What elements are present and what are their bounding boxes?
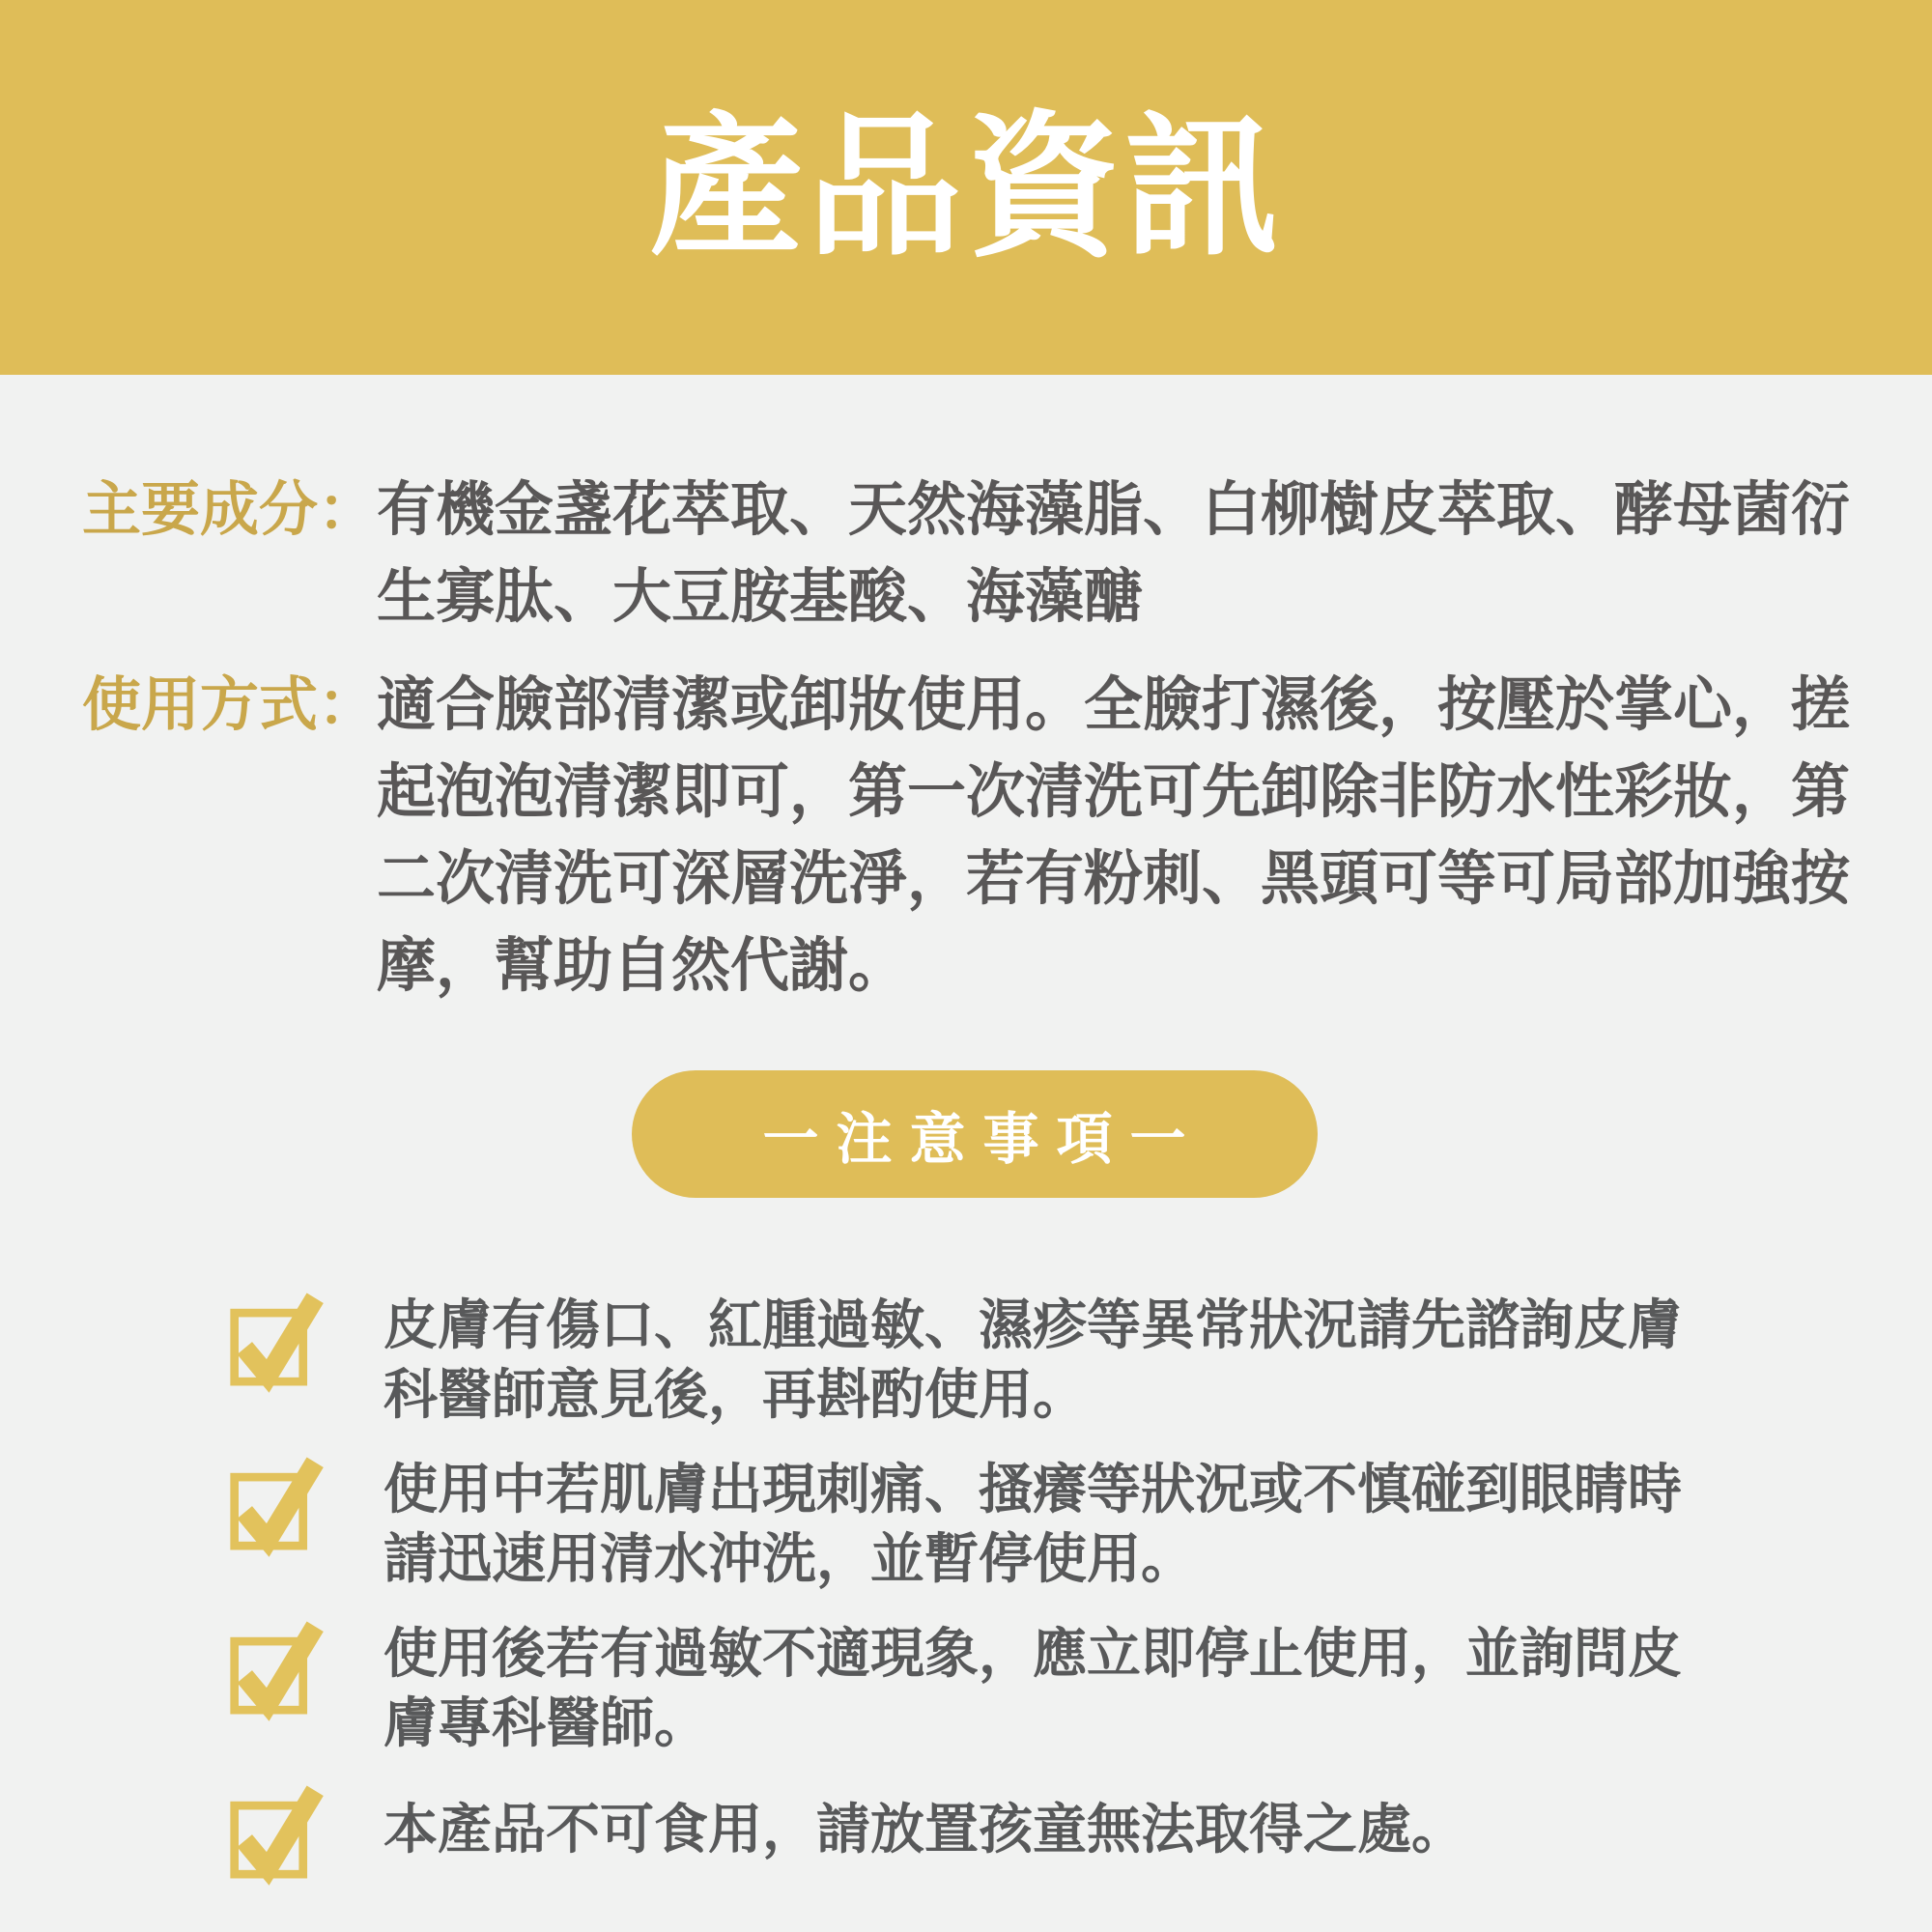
header-banner [0, 0, 1932, 375]
checklist-item [227, 1291, 1866, 1430]
checklist-item [227, 1619, 1866, 1758]
page-title: 產品資訊 [648, 100, 1283, 273]
checkbox-check-icon [227, 1457, 320, 1549]
content-area [0, 466, 1932, 1878]
notice-pill [632, 1070, 1318, 1198]
notice-pill-label: 一注意事項一 [762, 1108, 1204, 1171]
section-main-ingredients [82, 466, 1866, 639]
checklist-item-text: 本產品不可食用，請放置孩童無法取得之處。 [384, 1799, 1465, 1860]
checkbox-check-icon [227, 1621, 320, 1714]
usage-text: 適合臉部清潔或卸妝使用。全臉打濕後，按壓於掌心，搓起泡泡清潔即可，第一次清洗可先卸除非防水性彩妝，第二次清洗可深層洗淨，若有粉刺、黑頭可等可局部加強按摩，幫助自然代謝。 [377, 671, 1851, 998]
precautions-checklist [82, 1291, 1866, 1878]
checkbox-check-icon [227, 1785, 320, 1878]
ingredients-label: 主要成分： [82, 476, 378, 542]
checklist-item [227, 1783, 1866, 1878]
usage-label: 使用方式： [82, 671, 378, 737]
checkbox-check-icon [227, 1293, 320, 1385]
checklist-item [227, 1455, 1866, 1594]
ingredients-text: 有機金盞花萃取、天然海藻脂、白柳樹皮萃取、酵母菌衍生寡肽、大豆胺基酸、海藻醣 [377, 476, 1851, 629]
checklist-item-text: 皮膚有傷口、紅腫過敏、濕疹等異常狀況請先諮詢皮膚科醫師意見後，再斟酌使用。 [384, 1294, 1682, 1425]
checklist-item-text: 使用後若有過敏不適現象，應立即停止使用，並詢問皮膚專科醫師。 [384, 1623, 1682, 1753]
checklist-item-text: 使用中若肌膚出現刺痛、搔癢等狀況或不慎碰到眼睛時請迅速用清水沖洗，並暫停使用。 [384, 1459, 1682, 1589]
section-usage-method [82, 661, 1866, 1009]
